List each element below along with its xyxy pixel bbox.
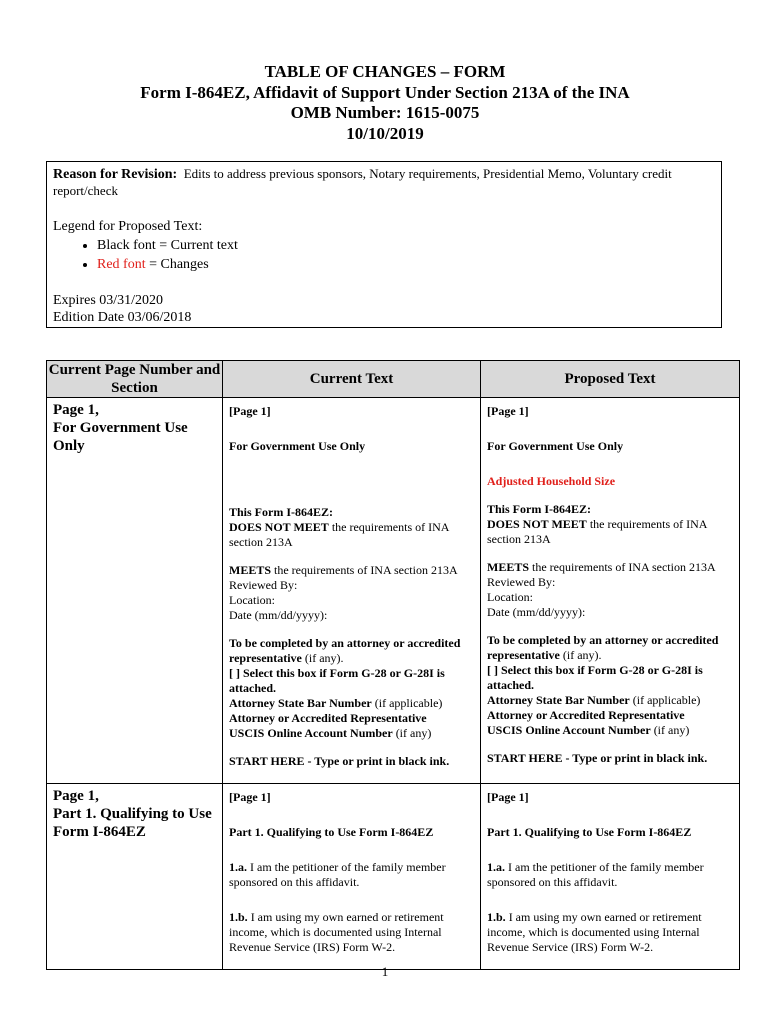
part-title: Part 1. Qualifying to Use Form I-864EZ [487, 825, 692, 839]
item-1a-num: 1.a. [229, 860, 247, 874]
bar-bold: Attorney State Bar Number [229, 696, 372, 710]
reason-for-revision [53, 166, 715, 199]
header-section: Current Page Number and Section [47, 361, 223, 398]
section-cell [47, 784, 223, 970]
document-header [0, 62, 770, 144]
dnm-bold: DOES NOT MEET [229, 520, 329, 534]
legend-title: Legend for Proposed Text: [53, 219, 203, 234]
meets-bold: MEETS [229, 563, 272, 577]
uscis-rest: (if any) [392, 726, 432, 740]
bar-number [487, 693, 733, 708]
header-date: 10/10/2019 [346, 123, 424, 143]
does-not-meet [229, 520, 474, 550]
table-row [47, 784, 740, 970]
item-1b-num: 1.b. [487, 910, 506, 924]
location: Location: [487, 590, 533, 604]
item-1b [487, 904, 733, 969]
item-1a-num: 1.a. [487, 860, 505, 874]
accredited-rep: Attorney or Accredited Representative [487, 708, 685, 722]
uscis-rest: (if any) [650, 723, 690, 737]
start-here: START HERE - Type or print in black ink. [487, 751, 708, 765]
header-title: TABLE OF CHANGES – FORM [264, 62, 506, 81]
select-box-line: [ ] Select this box if Form G-28 or G-28I is attached. [229, 666, 445, 695]
form-title: This Form I-864EZ: [229, 505, 334, 519]
reason-text: Edits to address previous sponsors, Notary requirements, Presidential Memo, Voluntary credit report/check [53, 166, 672, 198]
current-text-cell [223, 784, 481, 970]
attorney-block [487, 627, 733, 745]
legend-item-red [97, 255, 715, 274]
date: Date (mm/dd/yyyy): [487, 605, 586, 619]
header-form-name: Form I-864EZ, Affidavit of Support Under Section 213A of the INA [140, 82, 630, 102]
page-number: 1 [381, 964, 389, 979]
expires-date: Expires 03/31/2020 [53, 293, 164, 308]
expiry-info [53, 292, 715, 326]
dnm-rest: the requirements of INA section 213A [487, 517, 707, 546]
reason-label: Reason for Revision: [53, 167, 178, 182]
legend-red-rest: = Changes [145, 257, 209, 272]
legend-black-label: Black font [97, 238, 156, 253]
bar-bold: Attorney State Bar Number [487, 693, 630, 707]
form-status-block [229, 468, 474, 557]
table-row [47, 398, 740, 784]
item-1b-num: 1.b. [229, 910, 248, 924]
select-box-line: [ ] Select this box if Form G-28 or G-28I is attached. [487, 663, 703, 692]
page-ref: [Page 1] [487, 790, 529, 804]
to-be-completed [487, 633, 733, 663]
part-title: Part 1. Qualifying to Use Form I-864EZ [229, 825, 434, 839]
header-current-text: Current Text [223, 361, 481, 398]
bar-number [229, 696, 474, 711]
legend-black-rest: = Current text [155, 238, 238, 253]
item-1a-text: I am the petitioner of the family member sponsored on this affidavit. [229, 860, 446, 889]
reason-box [46, 161, 722, 328]
section-page: Page 1, [53, 402, 99, 418]
gov-use-only: For Government Use Only [487, 439, 624, 453]
section-cell [47, 398, 223, 784]
bar-rest: (if applicable) [371, 696, 443, 710]
start-here: START HERE - Type or print in black ink. [229, 754, 450, 768]
location: Location: [229, 593, 275, 607]
item-1a [487, 854, 733, 904]
reviewed-by: Reviewed By: [487, 575, 556, 589]
meets-bold: MEETS [487, 560, 530, 574]
proposed-text-cell [481, 784, 740, 970]
legend-red-label: Red font [97, 257, 146, 272]
page-ref: [Page 1] [229, 404, 271, 418]
tbc-rest: (if any). [301, 651, 344, 665]
uscis-account [487, 723, 733, 738]
uscis-account [229, 726, 474, 741]
legend [53, 217, 715, 274]
dnm-rest: the requirements of INA section 213A [229, 520, 449, 549]
item-1b-text: I am using my own earned or retirement income, which is documented using Internal Revenue Service (IRS) Form W-2. [487, 910, 702, 954]
item-1a-text: I am the petitioner of the family member sponsored on this affidavit. [487, 860, 704, 889]
accredited-rep: Attorney or Accredited Representative [229, 711, 427, 725]
meets-line [487, 560, 733, 575]
section-name: Part 1. Qualifying to Use Form I-864EZ [53, 806, 212, 840]
item-1b [229, 904, 474, 969]
form-status-block [487, 496, 733, 554]
page-ref: [Page 1] [487, 404, 529, 418]
tbc-bold: To be completed by an attorney or accredited representative [229, 636, 461, 665]
changes-table [46, 360, 740, 970]
attorney-block [229, 630, 474, 748]
meets-rest: the requirements of INA section 213A [271, 563, 458, 577]
header-omb-number: OMB Number: 1615-0075 [290, 103, 480, 122]
adjusted-household-size: Adjusted Household Size [487, 474, 616, 488]
table-header-row [47, 361, 740, 398]
uscis-bold: USCIS Online Account Number [229, 726, 393, 740]
page-ref: [Page 1] [229, 790, 271, 804]
meets-block [229, 557, 474, 630]
gov-use-only: For Government Use Only [229, 439, 366, 453]
date: Date (mm/dd/yyyy): [229, 608, 328, 622]
does-not-meet [487, 517, 733, 547]
legend-list [53, 236, 715, 274]
tbc-bold: To be completed by an attorney or accredited representative [487, 633, 719, 662]
dnm-bold: DOES NOT MEET [487, 517, 587, 531]
current-text-cell [223, 398, 481, 784]
to-be-completed [229, 636, 474, 666]
section-page: Page 1, [53, 788, 99, 804]
section-name: For Government Use Only [53, 420, 188, 454]
proposed-text-cell [481, 398, 740, 784]
edition-date: Edition Date 03/06/2018 [53, 310, 192, 325]
legend-item-black [97, 236, 715, 255]
item-1a [229, 854, 474, 904]
form-title: This Form I-864EZ: [487, 502, 592, 516]
item-1b-text: I am using my own earned or retirement income, which is documented using Internal Revenue Service (IRS) Form W-2. [229, 910, 444, 954]
tbc-rest: (if any). [559, 648, 602, 662]
reviewed-by: Reviewed By: [229, 578, 298, 592]
meets-rest: the requirements of INA section 213A [529, 560, 716, 574]
meets-line [229, 563, 474, 578]
bar-rest: (if applicable) [629, 693, 701, 707]
uscis-bold: USCIS Online Account Number [487, 723, 651, 737]
meets-block [487, 554, 733, 627]
header-proposed-text: Proposed Text [481, 361, 740, 398]
